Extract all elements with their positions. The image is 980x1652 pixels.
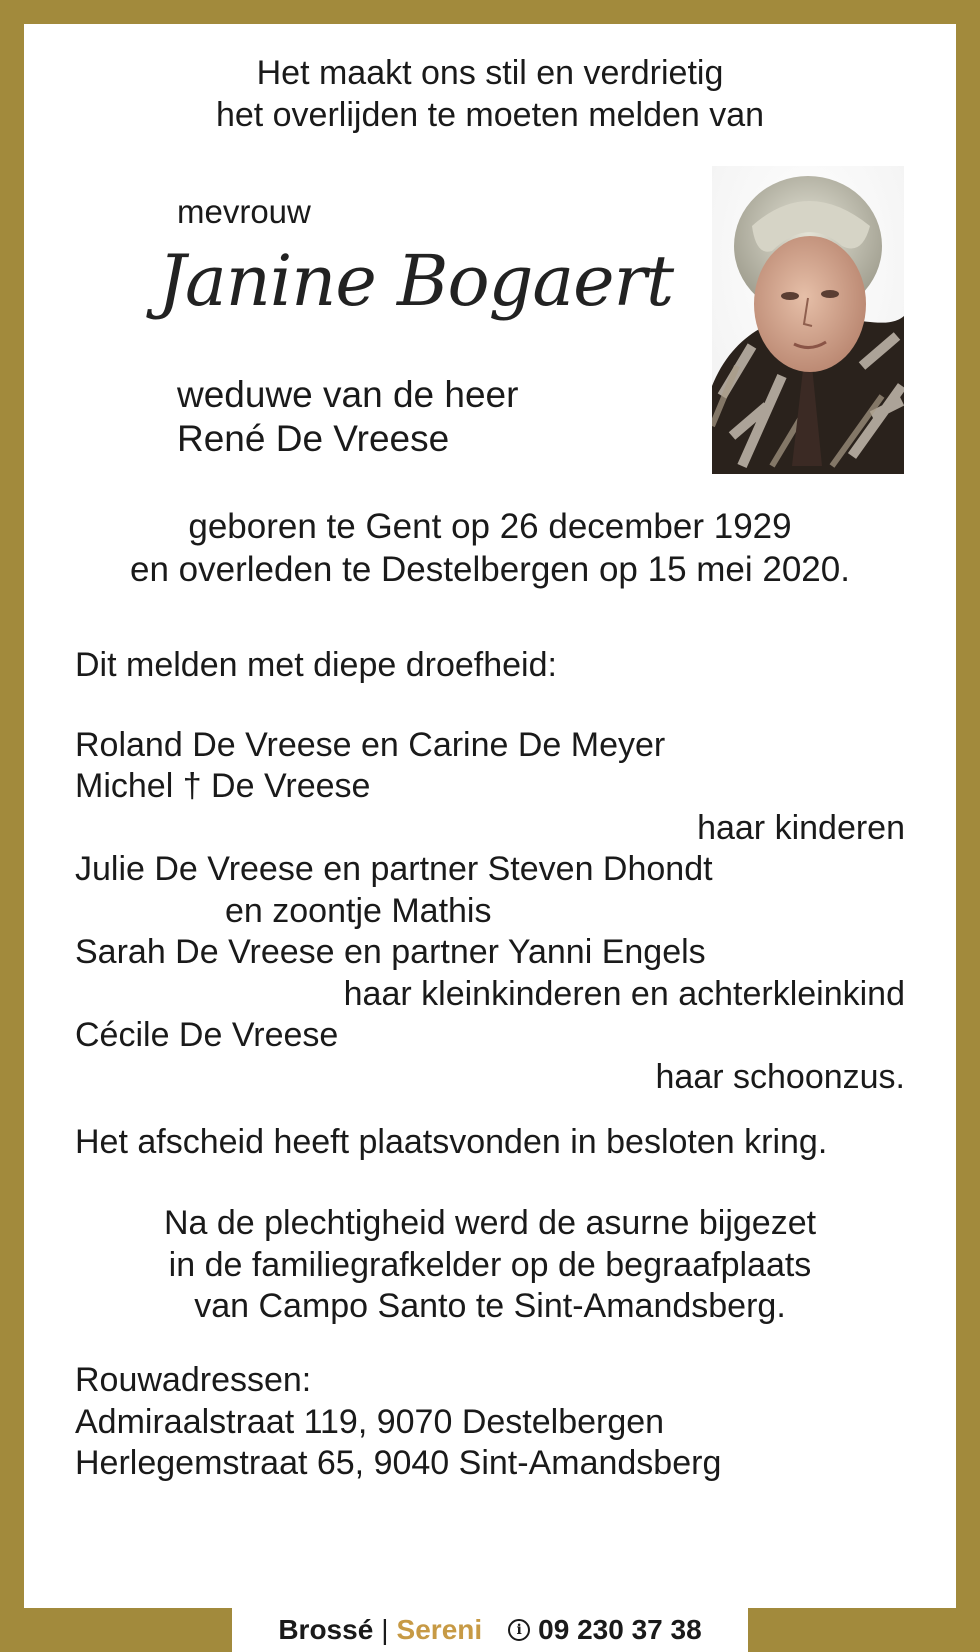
brand-brosse: Brossé: [278, 1614, 374, 1645]
funeral-home-footer: [232, 1608, 748, 1652]
phone-number: 09 230 37 38: [538, 1614, 702, 1645]
deceased-name: Janine Bogaert: [158, 240, 674, 322]
footer-bar-right: [748, 1608, 956, 1652]
mourner-line: Sarah De Vreese en partner Yanni Engels: [75, 933, 706, 971]
widow-line-2: René De Vreese: [177, 418, 450, 459]
farewell-block: [75, 1122, 905, 1164]
mourner-line: en zoontje Mathis: [225, 891, 492, 930]
widow-of: [177, 373, 518, 461]
phone-contact: [508, 1614, 702, 1646]
brand-separator: |: [381, 1614, 389, 1645]
address-line-1: Admiraalstraat 119, 9070 Destelbergen: [75, 1402, 665, 1441]
death-line: en overleden te Destelbergen op 15 mei 2020.: [130, 550, 850, 589]
brand-sereni: Sereni: [396, 1614, 483, 1645]
portrait-illustration: [712, 166, 904, 474]
addresses-block: [75, 1360, 905, 1485]
relation-label: haar kinderen: [697, 808, 905, 847]
relation-label: haar kleinkinderen en achterkleinkind: [343, 974, 905, 1013]
footer-bar-left: [24, 1608, 232, 1652]
intro-line-1: Het maakt ons stil en verdrietig: [256, 54, 724, 92]
addresses-heading: Rouwadressen:: [75, 1361, 312, 1399]
ceremony-line-1: Na de plechtigheid werd de asurne bijgezet: [163, 1204, 817, 1242]
address-line-2: Herlegemstraat 65, 9040 Sint-Amandsberg: [75, 1444, 722, 1482]
mourner-line: Julie De Vreese en partner Steven Dhondt: [75, 850, 713, 888]
widow-line-1: weduwe van de heer: [177, 374, 519, 415]
info-icon: i: [508, 1619, 530, 1641]
mourner-line: Cécile De Vreese: [75, 1016, 339, 1054]
intro-line-2: het overlijden te moeten melden van: [215, 96, 765, 134]
ceremony-block: [0, 1203, 980, 1328]
farewell-text: Het afscheid heeft plaatsvonden in besloten kring.: [75, 1123, 828, 1161]
ceremony-line-3: van Campo Santo te Sint-Amandsberg.: [194, 1287, 786, 1325]
mourners-block: [75, 645, 905, 1098]
birth-line: geboren te Gent op 26 december 1929: [188, 507, 792, 546]
mourner-line: Michel † De Vreese: [75, 767, 371, 805]
portrait-photo: [712, 166, 904, 474]
intro-text: [0, 52, 980, 136]
mourners-heading: Dit melden met diepe droefheid:: [75, 646, 557, 684]
relation-label: haar schoonzus.: [655, 1057, 905, 1096]
person-title: mevrouw: [177, 193, 311, 230]
ceremony-line-2: in de familiegrafkelder op de begraafplaats: [168, 1245, 812, 1284]
life-dates: [0, 505, 980, 591]
mourner-line: Roland De Vreese en Carine De Meyer: [75, 725, 666, 764]
